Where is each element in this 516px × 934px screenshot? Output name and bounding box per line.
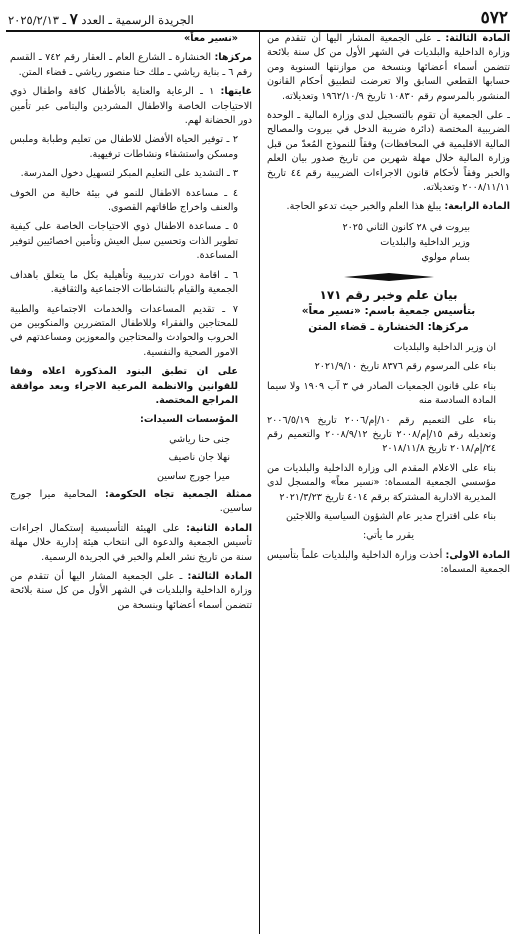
article4-paragraph	[267, 200, 510, 214]
article3-heading: المادة الثالثة:	[445, 33, 510, 44]
article3-text: ـ على الجمعية المشار اليها أن تتقدم من وزارة الداخلية والبلديات في الشهر الأول من كل سنة بلائحة تتضمن أسماء أعضائها وبنسخة من موازنتها السنوية ومن حسابها القطعي السابق والا تعرضت لتطبيق أحكام القانون المنشور بالمرسوم رقم ١٠٨٣٠ تاريخ ١٩٦٢/١٠/٩ وتعديلاته.	[267, 33, 510, 102]
article4-text: يبلغ هذا العلم والخبر حيث تدعو الحاجة.	[286, 201, 442, 213]
finance-paragraph: ـ على الجمعية أن تقوم بالتسجيل لدى وزارة المالية ـ الوحدة الضريبية المختصة (دائرة ضريبة الدخل في بيروت والمصالح المالية الاقليمية في المحافظات) وفقاً للنموذج المُعدّ من قبل وزارة المالية خلال مهلة شهرين من تاريخ صدور بيان العلم والخبر وفقاً لأحكام قانون الاجراءات الضريبية رقم ٤٤ تاريخ ٢٠٠٨/١١/١١ وتعديلاته.	[267, 110, 510, 194]
goal-1-text: ١ ـ الرعاية والعناية بالأطفال كافة واطفال ذوي الاحتياجات الخاصة والاطفال المشردين واليتامى عبر تأمين دور الحضانة لهم.	[10, 86, 252, 127]
article3-continued-heading: المادة الثالثة:	[187, 571, 252, 582]
founder-name: جنى حنا رياشي	[169, 433, 230, 445]
article1-text: أخذت وزارة الداخلية والبلديات علماً بتأسيس الجمعية المسماة:	[267, 549, 510, 576]
notice-location: مركزها: الخنشارة ـ قضاء المتن	[308, 320, 469, 333]
representative-text: المحامية ميرا جورج ساسين.	[10, 488, 252, 515]
founders-list	[10, 433, 252, 484]
founder-name: ميرا جورج ساسين	[156, 470, 230, 482]
article3-continued-paragraph	[10, 570, 252, 613]
goal-3: ٣ ـ التشديد على التعليم المبكر لتسهيل دخول المدرسة.	[20, 168, 238, 180]
representative-heading: ممثلة الجمعية تجاه الحكومة:	[105, 488, 252, 500]
goal-7: ٧ ـ تقديم المساعدات والخدمات الاجتماعية والطبية للمحتاجين والفقراء وللاطفال المتضررين والمنكوبين من الحروب والحوادث والمحتاجين والمعوزين ومساعدتهم في الامور الصحية والنفسية.	[10, 303, 238, 358]
goal-6: ٦ ـ اقامة دورات تدريبية وتأهيلية بكل ما يتعلق باهداف الجمعية والقيام بالنشاطات الاجتماعية والثقافية.	[10, 269, 238, 296]
reference-declaration: بناء على الاعلام المقدم الى وزارة الداخلية والبلديات من مؤسسي الجمعية المسماة: «نسير معاً» والمسجل لدى المديرية الادارية المشتركة برقم ٤٠١٤ تاريخ ٢٠٢١/٣/٢٣	[267, 462, 496, 503]
page-header	[6, 6, 510, 32]
founder-name: نهلا جان ناصيف	[168, 452, 230, 464]
article1-paragraph	[267, 549, 510, 578]
goal-1	[10, 85, 252, 128]
headquarters-text: الخنشارة ـ الشارع العام ـ العقار رقم ٧٤٢ ـ القسم رقم ٦ ـ بناية رياشي ـ ملك حنا منصور رياشي ـ قضاء المتن.	[10, 52, 252, 78]
article2-heading: المادة الثانية:	[186, 522, 253, 534]
article3-paragraph	[267, 32, 510, 104]
signature-name: بسام مولوي	[421, 251, 470, 263]
text-columns	[6, 32, 510, 934]
notice-title: بيان علم وخبر رقم ١٧١	[319, 287, 458, 302]
notice-subtitle: بتأسيس جمعية باسم: «نسير معاً»	[301, 304, 476, 317]
decides-line: يقرر ما يأتي:	[362, 530, 415, 542]
article2-text: على الهيئة التأسيسية إستكمال اجراءات تأسيس الجمعية والدعوة الى انتخاب هيئة إدارية خلال مهلة سنة من تاريخ نشر العلم والخبر في الجريدة الرسمية.	[10, 522, 252, 563]
association-name: «نسير معاً»	[184, 33, 238, 44]
gazette-title	[8, 10, 194, 28]
issue-number: ٧	[69, 10, 78, 28]
goal-5: ٥ ـ مساعدة الاطفال ذوي الاحتياجات الخاصة على كيفية تطوير الذات وتحسين سبل العيش وتأمين اخصائيين لتوفير المساعدة.	[10, 221, 238, 262]
reference-law: بناء على قانون الجمعيات الصادر في ٣ آب ١٩٠٩ ولا سيما المادة السادسة منه	[267, 380, 497, 407]
goal-4: ٤ ـ مساعدة الاطفال للنمو في بيئة خالية من الخوف والعنف واخراج طاقاتهم القصوى.	[10, 187, 238, 214]
section-divider	[344, 273, 434, 281]
signature-title: وزير الداخلية والبلديات	[380, 236, 470, 248]
article3-continued-text: ـ على الجمعية المشار اليها أن تتقدم من وزارة الداخلية والبلديات في الشهر الأول من كل سنة بلائحة تتضمن أسماء أعضائها وبنسخة من	[10, 571, 252, 611]
representative-paragraph	[10, 488, 252, 517]
goal-2: ٢ ـ توفير الحياة الأفضل للاطفال من تعليم وطبابة وملبس ومسكن واستشفاء ونشاطات ترفيهية.	[10, 134, 238, 160]
right-column	[260, 32, 510, 934]
reference-circulars: بناء على التعميم رقم ١٠/إم/٢٠٠٦ تاريخ ٢٠٠٦/٥/١٩ وتعديله رقم ١٥/إم/٢٠٠٨ تاريخ ٢٠٠٨/٩/١٢ والتعميم رقم ٢٤/إم/٢٠١٨ تاريخ ٢٠١٨/١١/٨	[267, 414, 496, 455]
founders-heading: المؤسسات السيدات:	[140, 414, 238, 426]
reference-decree: بناء على المرسوم رقم ٨٣٧٦ تاريخ ٢٠٢١/٩/١٠	[314, 361, 496, 373]
left-column	[10, 32, 260, 934]
article2-paragraph	[10, 522, 252, 565]
page-number: ٥٧٢	[480, 8, 508, 28]
minister-intro: ان وزير الداخلية والبلديات	[393, 341, 496, 353]
signature-block	[267, 220, 510, 265]
article4-heading: المادة الرابعة:	[444, 201, 510, 213]
article1-heading: المادة الاولى:	[445, 549, 510, 561]
gazette-name: الجريدة الرسمية ـ العدد	[81, 13, 194, 27]
headquarters-heading: مركزها:	[214, 52, 252, 64]
compliance-clause: على ان تطبق البنود المذكورة اعلاه وفقا للقوانين والانظمة المرعية الاجراء وبعد موافقة المراجع المختصة.	[10, 366, 238, 406]
issue-date: ـ ٢٠٢٥/٢/١٣	[8, 13, 67, 27]
signature-date: بيروت في ٢٨ كانون الثاني ٢٠٢٥	[342, 221, 470, 233]
goals-heading: غايتها:	[220, 86, 252, 98]
reference-proposal: بناء على اقتراح مدير عام الشؤون السياسية واللاجئين	[285, 510, 496, 522]
headquarters-paragraph	[10, 51, 252, 80]
